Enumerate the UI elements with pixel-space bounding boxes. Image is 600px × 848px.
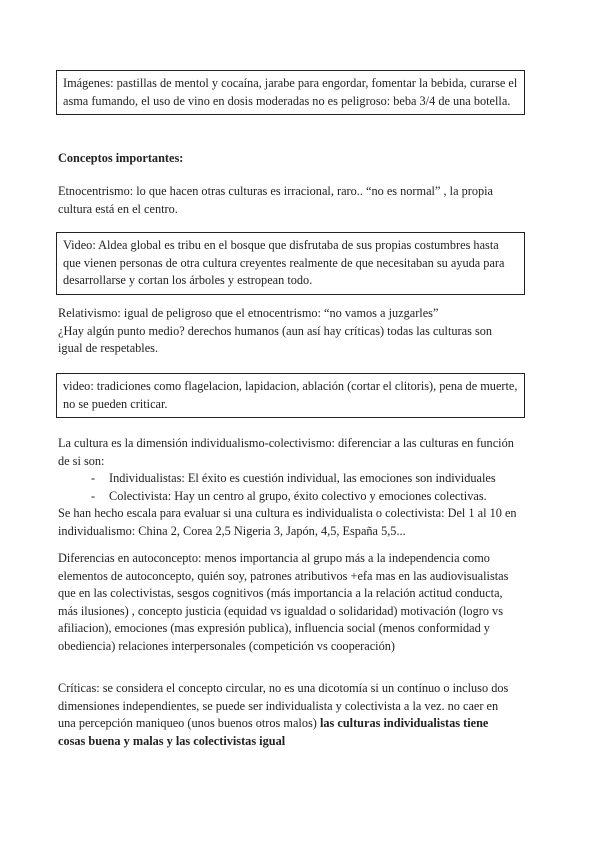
video-tradiciones-box (56, 373, 525, 418)
cultura-intro: La cultura es la dimensión individualismo-colectivismo: diferenciar a las culturas en función de si son: (58, 436, 514, 468)
list-item: - Individualistas: El éxito es cuestión individual, las emociones son individuales (58, 470, 518, 488)
video-tradiciones-text: video: tradiciones como flagelacion, lapidacion, ablación (cortar el clitoris), pena de muerte, no se pueden criticar. (63, 379, 518, 411)
cultura-section (58, 435, 518, 540)
escala-paragraph: Se han hecho escala para evaluar si una cultura es individualista o colectivista: Del 1 al 10 en individualismo: China 2, Corea 2,5 Nigeria 3, Japón, 4,5, España 5,5... (58, 506, 517, 538)
criticas-text: Críticas: se considera el concepto circular, no es una dicotomía si un contínuo o incluso dos dimensiones independientes, se puede ser individualista y colectivista a la vez. no caer en una percepción maniqueo (unos buenos otros malos) (58, 681, 509, 730)
video-aldea-box (56, 232, 525, 295)
video-aldea-text: Video: Aldea global es tribu en el bosque que disfrutaba de sus propias costumbres hasta que vienen personas de otra cultura creyentes realmente de que necesitaban su ayuda para desarrollarse y cortan los árboles y estropean todo. (63, 238, 505, 287)
imagenes-text: Imágenes: pastillas de mentol y cocaína, jarabe para engordar, fomentar la bebida, curarse el asma fumando, el uso de vino en dosis moderadas no es peligroso: beba 3/4 de una botella. (63, 76, 518, 108)
criticas-paragraph (58, 680, 518, 750)
etnocentrismo-paragraph: Etnocentrismo: lo que hacen otras culturas es irracional, raro.. “no es normal” , la propia cultura está en el centro. (58, 184, 494, 216)
imagenes-box (56, 70, 525, 115)
diferencias-paragraph: Diferencias en autoconcepto: menos importancia al grupo más a la independencia como elementos de autoconcepto, quién soy, patrones atributivos +efa mas en las audiovisualistas que en las colectivistas, sesgos cognitivos (más importancia a la relación actitud conducta, más ilusiones) , concepto justicia (equidad vs igualdad o solidaridad) motivación (logro vs afiliacion), emociones (mas expresión publica), influencia social (menos conformidad y obediencia) relaciones interpersonales (competición vs cooperación) (58, 551, 509, 653)
criticas-bold-text: las culturas individualistas tiene cosas buena y malas y las colectivistas igual (58, 716, 489, 748)
conceptos-heading: Conceptos importantes: (58, 151, 184, 165)
relativismo-line2: ¿Hay algún punto medio? derechos humanos (aun así hay críticas) todas las culturas son igual de respetables. (58, 323, 493, 355)
cultura-list (58, 470, 518, 505)
relativismo-paragraph (58, 305, 518, 358)
relativismo-line1: Relativismo: igual de peligroso que el etnocentrismo: “no vamos a juzgarles” (58, 306, 439, 320)
list-item: - Colectivista: Hay un centro al grupo, éxito colectivo y emociones colectivas. (58, 488, 518, 506)
